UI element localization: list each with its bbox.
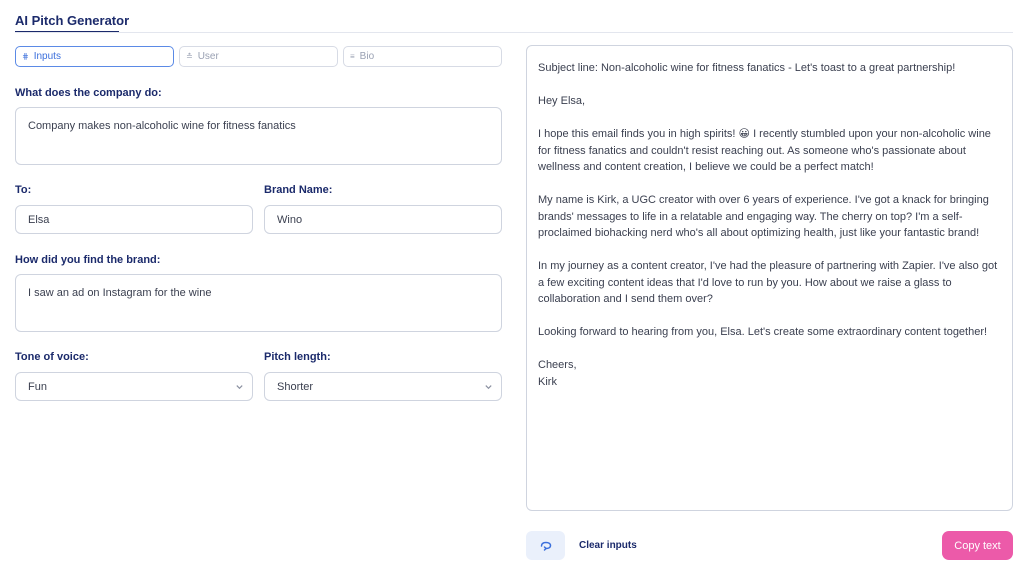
generated-pitch-output[interactable]: [526, 45, 1013, 511]
pitch-paragraph-3: In my journey as a content creator, I've had the pleasure of partnering with Zapier. I've also got a few exciting content ideas that I'd love to run by you. How about we raise a glass to collaboration and I send them over?: [538, 260, 998, 305]
pitch-paragraph-1: I hope this email finds you in high spirits! 😀 I recently stumbled upon your non-alcoholic wine for fitness fanatics and couldn't resist reaching out. As someone who's passionate about wellness and content creation, I believe we could be a perfect match!: [538, 128, 991, 173]
loop-icon: [539, 540, 553, 552]
bio-icon: ≡: [350, 51, 355, 61]
tone-label: Tone of voice:: [15, 351, 89, 363]
clear-inputs-button[interactable]: Clear inputs: [579, 540, 637, 551]
pitch-paragraph-4: Looking forward to hearing from you, Elsa. Let's create some extraordinary content together!: [538, 326, 988, 338]
pitch-paragraph-2: My name is Kirk, a UGC creator with over 6 years of experience. I've got a knack for bringing brands' messages to life in a relatable and engaging way. The cherry on top? I'm a self-proclaimed biohacking nerd who's all about optimizing health, just like your fantastic brand!: [538, 194, 989, 239]
length-select[interactable]: [264, 372, 502, 401]
tab-bio[interactable]: [343, 46, 502, 67]
pitch-greeting: Hey Elsa,: [538, 95, 586, 107]
pitch-signature: Kirk: [538, 375, 557, 388]
pitch-signoff: Cheers,: [538, 359, 577, 371]
title-divider: [15, 32, 1013, 33]
company-input[interactable]: [15, 107, 502, 165]
tone-select[interactable]: [15, 372, 253, 401]
chevron-down-icon: [235, 382, 244, 391]
chevron-down-icon: [484, 382, 493, 391]
found-label: How did you find the brand:: [15, 254, 161, 266]
pitch-subject: Subject line: Non-alcoholic wine for fitness fanatics - Let's toast to a great partnership!: [538, 62, 956, 74]
length-value: Shorter: [277, 380, 314, 393]
tab-bio-label: Bio: [359, 51, 375, 62]
to-input[interactable]: [15, 205, 253, 234]
copy-text-button[interactable]: Copy text: [942, 531, 1013, 560]
app-title: AI Pitch Generator: [15, 13, 130, 28]
tab-user-label: User: [197, 51, 219, 62]
brand-label: Brand Name:: [264, 184, 333, 196]
grid-icon: ⋕: [22, 51, 29, 61]
tab-inputs[interactable]: [15, 46, 174, 67]
tab-user[interactable]: [179, 46, 338, 67]
found-input[interactable]: [15, 274, 502, 332]
regenerate-button[interactable]: [526, 531, 565, 560]
tab-inputs-label: Inputs: [33, 51, 61, 62]
user-icon: ≛: [186, 51, 193, 61]
company-label: What does the company do:: [15, 87, 162, 99]
length-label: Pitch length:: [264, 351, 331, 363]
to-label: To:: [15, 184, 32, 196]
brand-input[interactable]: [264, 205, 502, 234]
tone-value: Fun: [28, 380, 47, 393]
